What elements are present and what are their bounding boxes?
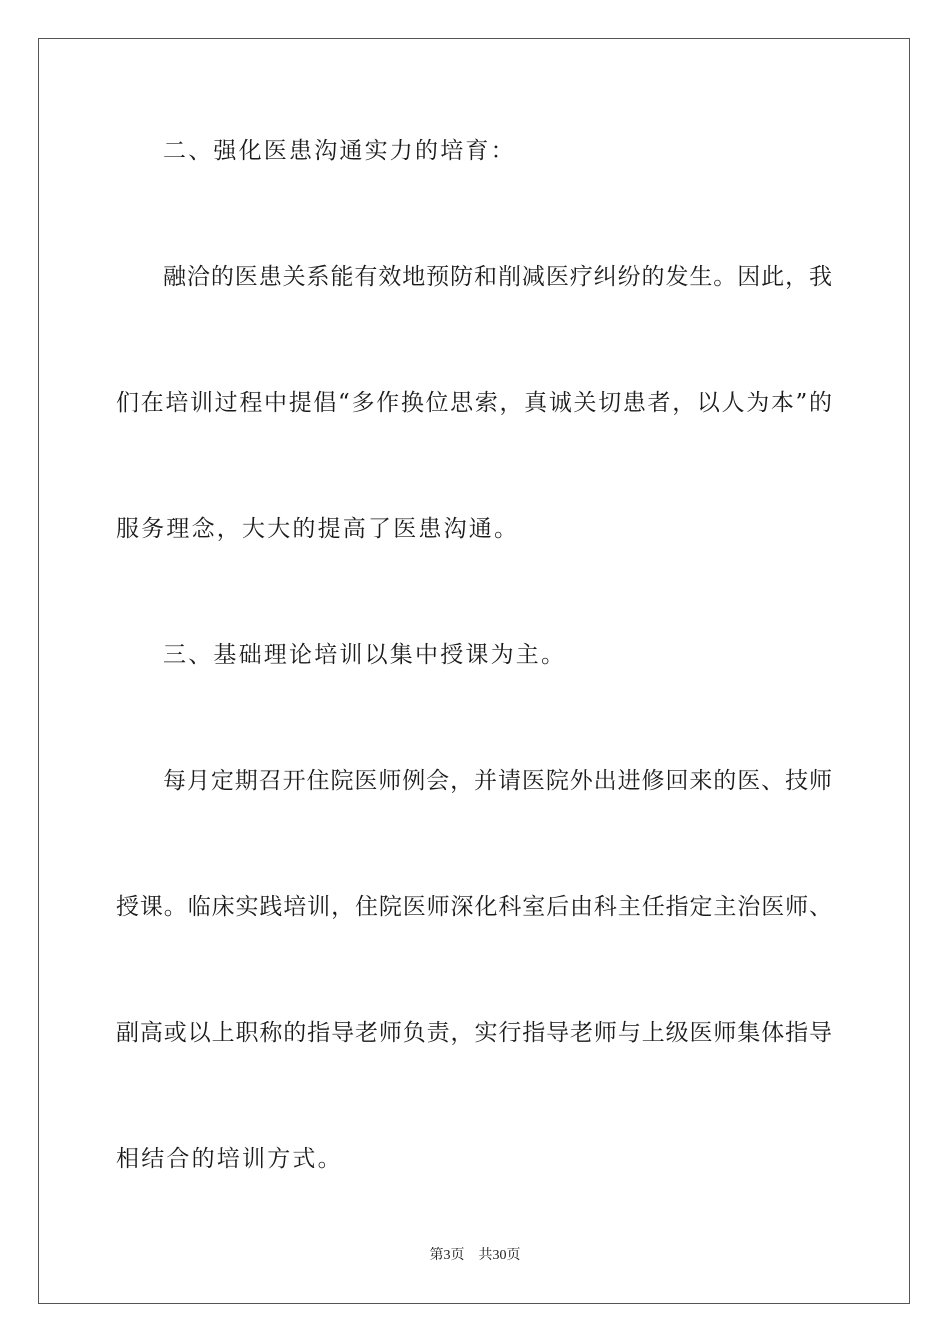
paragraph-1-line-3: 服务理念，大大的提高了医患沟通。 [116, 516, 520, 542]
paragraph-2-line-3: 副高或以上职称的指导老师负责，实行指导老师与上级医师集体指导 [116, 1020, 832, 1046]
page-number: 第3页 [429, 1248, 465, 1263]
paragraph-2-line-4: 相结合的培训方式。 [116, 1146, 343, 1172]
section-heading-2: 二、强化医患沟通实力的培育： [163, 138, 516, 164]
paragraph-1-line-1: 融洽的医患关系能有效地预防和削减医疗纠纷的发生。因此，我 [163, 264, 832, 290]
paragraph-2-line-1: 每月定期召开住院医师例会，并请医院外出进修回来的医、技师 [163, 768, 832, 794]
page-total: 共30页 [478, 1248, 521, 1263]
section-heading-3: 三、基础理论培训以集中授课为主。 [163, 642, 567, 668]
page-footer [0, 1246, 950, 1266]
page-border [38, 38, 910, 1304]
paragraph-1-line-2: 们在培训过程中提倡“多作换位思索，真诚关切患者，以人为本”的 [116, 390, 832, 416]
paragraph-2-line-2: 授课。临床实践培训，住院医师深化科室后由科主任指定主治医师、 [116, 894, 832, 920]
